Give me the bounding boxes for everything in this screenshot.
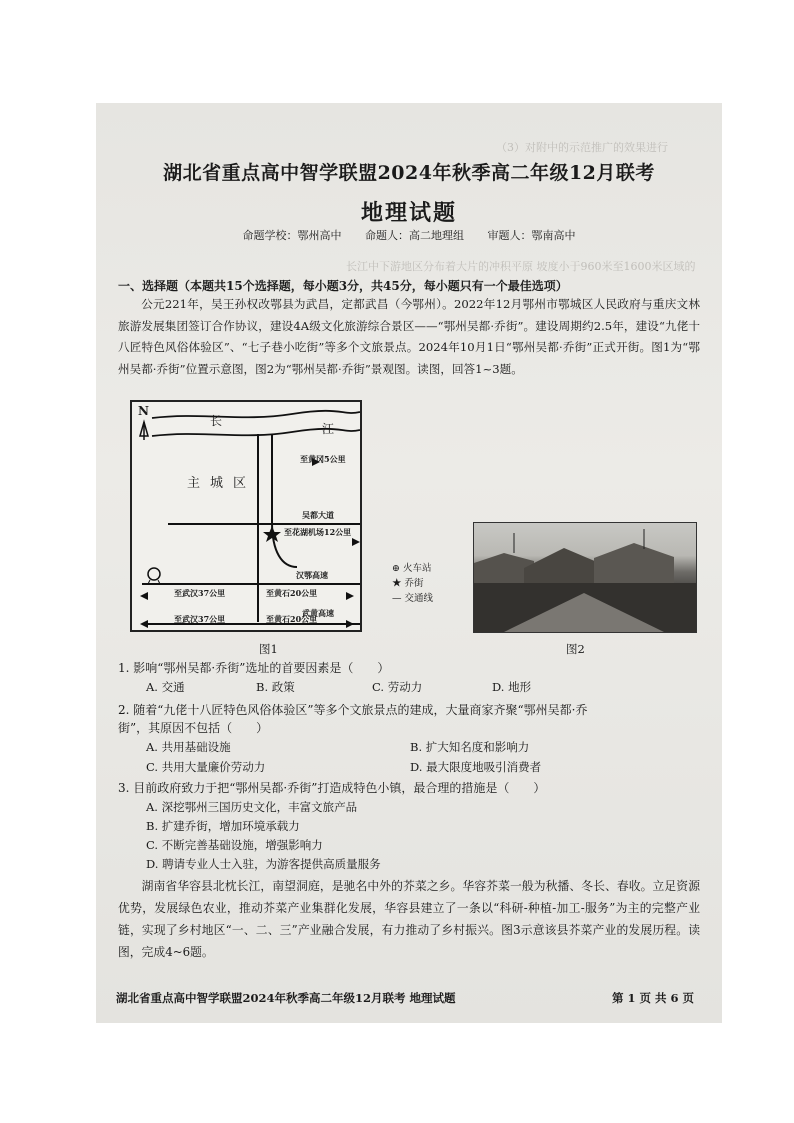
q3-option-a: A. 深挖鄂州三国历史文化，丰富文旅产品 xyxy=(146,800,358,814)
page-number: 第 1 页 共 6 页 xyxy=(612,991,695,1005)
north-arrow-icon xyxy=(140,422,148,440)
question-3-stem: 3. 目前政府致力于把“鄂州吴都·乔街”打造成特色小镇，最合理的措施是（ ） xyxy=(118,781,546,795)
exam-title: 湖北省重点高中智学联盟2024年秋季高二年级12月联考 xyxy=(163,162,655,184)
arrow-huangshi2 xyxy=(346,620,354,628)
legend-line-icon: — xyxy=(392,593,402,604)
legend-train-icon: ⊕ xyxy=(392,563,400,574)
q1-option-d: D. 地形 xyxy=(492,680,532,694)
question-1-stem: 1. 影响“鄂州吴都·乔街”选址的首要因素是（ ） xyxy=(118,661,390,675)
label-airport: 至花湖机场12公里 xyxy=(284,527,352,537)
legend-item xyxy=(392,561,433,576)
q2-option-b: B. 扩大知名度和影响力 xyxy=(410,740,530,754)
section-heading: 一、选择题（本题共15个选择题，每小题3分，共45分，每小题只有一个最佳选项） xyxy=(118,279,568,293)
intro-paragraph: 公元221年，吴王孙权改鄂县为武昌，定都武昌（今鄂州）。2022年12月鄂州市鄂城区人民政府与重庆文林旅游发展集团签订合作协议，建设4A级文化旅游综合景区——“鄂州吴都·乔街”。建设周期约2.5年，建设“九佬十八匠特色风俗体验区”、“七子巷小吃街”等多个文旅景点。2024年10月1日“鄂州吴都·乔街”正式开街。图1为“鄂州吴都·乔街”位置示意图，图2为“鄂州吴都·乔街”景观图。读图，回答1~3题。 xyxy=(118,297,700,376)
q1-option-b: B. 政策 xyxy=(256,680,295,694)
question-2-stem: 2. 随着“九佬十八匠特色风俗体验区”等多个文旅景点的建成，大量商家齐聚“鄂州吴都·乔 xyxy=(118,703,588,717)
figure-1-caption: 图1 xyxy=(259,642,278,656)
q2-option-a: A. 共用基础设施 xyxy=(146,740,231,754)
arrow-huangshi1 xyxy=(346,592,354,600)
qiaojie-star-icon xyxy=(263,526,281,542)
legend-item xyxy=(392,576,433,591)
bleed-through-text: （3）对附中的示范推广的效果进行 xyxy=(496,141,668,154)
q1-option-a: A. 交通 xyxy=(146,680,185,694)
arrow-wuhan1 xyxy=(140,592,148,600)
author-school: 命题学校：鄂州高中 xyxy=(242,229,342,242)
label-huangshi-1: 至黄石20公里 xyxy=(266,588,318,598)
river-label-2: 江 xyxy=(322,422,335,436)
authors-line xyxy=(96,227,722,243)
location-map xyxy=(130,400,362,632)
city-char: 区 xyxy=(233,476,257,491)
q3-option-d: D. 聘请专业人士入驻，为游客提供高质量服务 xyxy=(146,857,381,871)
author-group: 命题人：高二地理组 xyxy=(365,229,464,242)
train-station-icon xyxy=(148,568,160,584)
bleed-through-text: 长江中下游地区分布着大片的冲积平原 坡度小于960米至1600米区域的 xyxy=(346,260,696,273)
legend-star-icon: ★ xyxy=(392,578,402,589)
legend-item xyxy=(392,591,433,606)
subject-title: 地理试题 xyxy=(360,200,457,226)
passage-2: 湖南省华容县北枕长江，南望洞庭，是驰名中外的芥菜之乡。华容芥菜一般为秋播、冬长、春收。立足资源优势，发展绿色农业，推动芥菜产业集群化发展，华容县建立了一条以“科研-种植-加工-服务”为主的完整产业链，实现了乡村地区“一、二、三”产业融合发展，有力推动了乡村振兴。图3示意该县芥菜产业的发展历程。读图，完成4~6题。 xyxy=(118,879,700,959)
q2-option-c: C. 共用大量廉价劳动力 xyxy=(146,760,266,774)
legend-label: 乔街 xyxy=(404,578,424,589)
road-ring xyxy=(272,434,297,567)
label-huangshi-2: 至黄石20公里 xyxy=(266,614,318,624)
street-scene-photo xyxy=(473,522,697,633)
q2-option-d: D. 最大限度地吸引消费者 xyxy=(410,760,542,774)
north-label: N xyxy=(138,404,149,418)
city-char: 城 xyxy=(210,476,234,491)
figure-2-caption: 图2 xyxy=(566,642,585,656)
river-label-1: 长 xyxy=(210,414,223,428)
arrow-wuhan2 xyxy=(140,620,148,628)
legend-label: 火车站 xyxy=(403,563,432,574)
label-wuhuang: 武黄高速 xyxy=(302,608,334,618)
city-char: 主 xyxy=(187,476,211,491)
label-hanhuang: 汉鄂高速 xyxy=(296,570,328,580)
q1-option-c: C. 劳动力 xyxy=(372,680,423,694)
city-label xyxy=(187,472,256,491)
author-reviewer: 审题人：鄂南高中 xyxy=(487,229,576,242)
q3-option-b: B. 扩建乔街，增加环境承载力 xyxy=(146,819,300,833)
label-wudu-avenue: 吴都大道 xyxy=(302,510,334,520)
question-2-stem-cont: 街”，其原因不包括（ ） xyxy=(118,721,269,735)
arrow-airport xyxy=(352,538,360,546)
legend-label: 交通线 xyxy=(404,593,434,604)
label-wuhan-1: 至武汉37公里 xyxy=(174,588,226,598)
label-huanggang: 至黄冈5公里 xyxy=(300,454,346,464)
map-legend xyxy=(392,561,433,606)
river-bank-north xyxy=(152,411,360,418)
page-footer: 湖北省重点高中智学联盟2024年秋季高二年级12月联考 地理试题 xyxy=(116,991,456,1005)
q3-option-c: C. 不断完善基础设施，增强影响力 xyxy=(146,838,323,852)
exam-paper xyxy=(96,103,722,1023)
label-wuhan-2: 至武汉37公里 xyxy=(174,614,226,624)
